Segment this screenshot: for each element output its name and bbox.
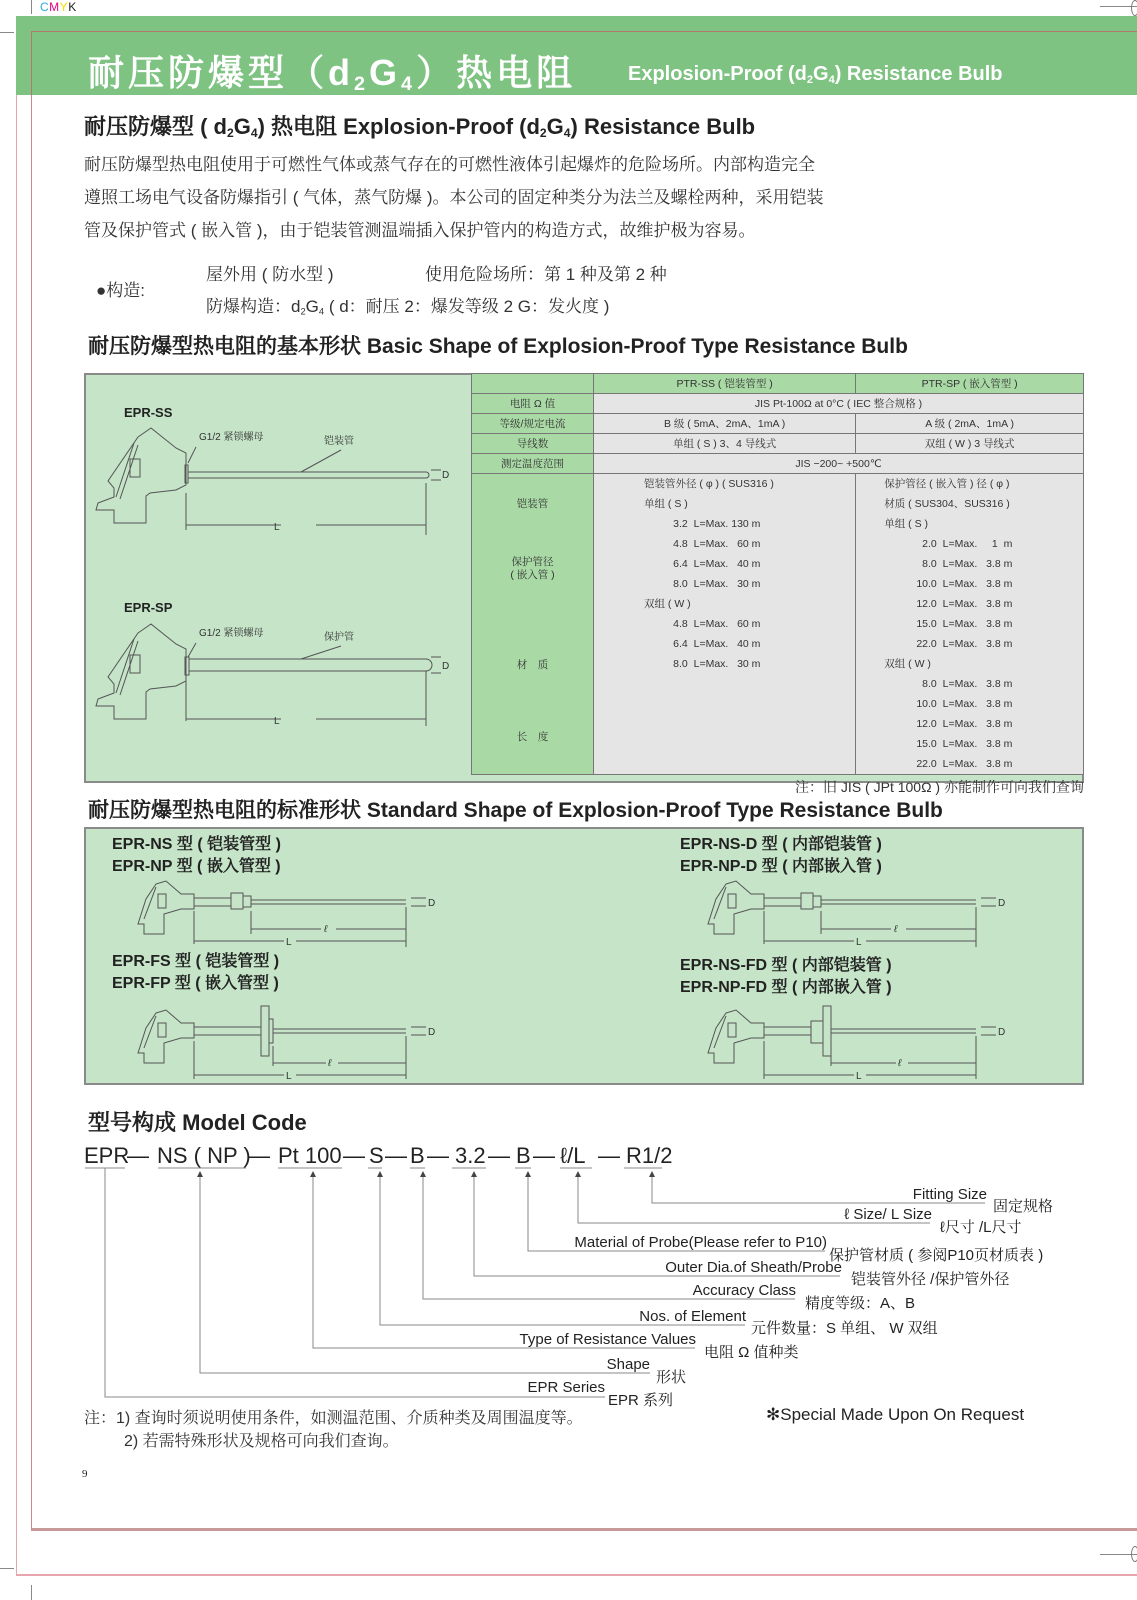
cmyk-c: C xyxy=(40,0,50,14)
paragraph-line: 遵照工场电气设备防爆指引 ( 气体，蒸气防爆 )。本公司的固定种类分为法兰及螺栓两种，采用铠装 xyxy=(84,188,824,207)
probe-drawing-ns xyxy=(126,879,456,949)
shape-label-line: EPR-NP-FD 型 ( 内部嵌入管 ) xyxy=(680,979,892,996)
legend-shape-en: Shape xyxy=(606,1356,650,1373)
side-label: 保护管径 ( 嵌入管 ) xyxy=(510,556,555,581)
code-separator: — xyxy=(343,1143,365,1168)
list-item: 单组 ( S ) xyxy=(644,498,688,510)
list-item: 单组 ( S ) xyxy=(884,518,928,530)
shape-label-fs-fp xyxy=(112,951,279,995)
shape-label-line: EPR-NS 型 ( 铠装管型 ) xyxy=(112,836,281,853)
row-value: JIS −200~ +500℃ xyxy=(594,454,1084,474)
jis-note: 注：旧 JIS ( JPt 100Ω ) 亦能制作可向我们查询 xyxy=(795,779,1084,795)
banner-title-cn: 耐压防爆型$(d_2G_4)$热电阻 xyxy=(88,52,577,95)
row-value-ss: B 级 ( 5mA、2mA、1mA ) xyxy=(594,414,856,434)
special-request-note: ✻Special Made Upon On Request xyxy=(766,1405,1025,1424)
table-header-cell: PTR-SS ( 铠装管型 ) xyxy=(594,374,856,394)
legend-size-cn: ℓ尺寸 /L尺寸 xyxy=(940,1219,1022,1236)
list-item: 8.0 L=Max. 3.8 m xyxy=(884,558,1013,570)
legend-size-en: ℓ Size/ L Size xyxy=(844,1206,932,1223)
diagram-nut-label: G1/2 紧锁螺母 xyxy=(199,628,264,639)
thermo-head-drawing-ss xyxy=(86,375,471,575)
footnote-2: 2) 若需特殊形状及规格可向我们查询。 xyxy=(124,1433,399,1450)
list-item: 双组 ( W ) xyxy=(884,658,931,670)
dim-L: L xyxy=(856,1071,862,1081)
list-item: 材质 ( SUS304、SUS316 ) xyxy=(884,498,1010,510)
legend-series-cn: EPR 系列 xyxy=(608,1392,674,1409)
code-separator: — xyxy=(427,1143,449,1168)
list-item: 10.0 L=Max. 3.8 m xyxy=(884,698,1013,710)
code-segment-material: B xyxy=(516,1143,531,1168)
table-row xyxy=(472,394,1084,414)
shape-label-ns-d xyxy=(680,834,882,878)
diagram-nut-label: G1/2 紧锁螺母 xyxy=(199,432,264,443)
code-separator: — xyxy=(598,1143,620,1168)
ss-dimension-list xyxy=(594,474,856,775)
legend-accuracy-cn: 精度等级：A、B xyxy=(805,1295,916,1312)
intro-paragraph xyxy=(84,148,984,247)
crop-mark xyxy=(0,32,14,33)
shape-label-line: EPR-NP-D 型 ( 内部嵌入管 ) xyxy=(680,858,882,875)
legend-fitting-en: Fitting Size xyxy=(912,1186,987,1203)
row-label: 等级/规定电流 xyxy=(472,414,594,434)
shape-label-line: EPR-FP 型 ( 嵌入管型 ) xyxy=(112,975,279,992)
dim-D: D xyxy=(428,1027,436,1038)
code-segment-outer-dia: 3.2 xyxy=(455,1143,486,1168)
probe-drawing-ns-d xyxy=(696,879,1026,949)
list-item: 6.4 L=Max. 40 m xyxy=(644,558,761,570)
cmyk-y: Y xyxy=(59,0,69,14)
dim-l: ℓ xyxy=(328,1058,332,1069)
code-separator: — xyxy=(248,1143,270,1168)
list-item: 8.0 L=Max. 3.8 m xyxy=(884,678,1013,690)
dim-L: L xyxy=(286,1071,292,1081)
cmyk-print-mark xyxy=(40,0,77,14)
code-segment-fitting: R1/2 xyxy=(626,1143,673,1168)
footnote-1: 注：1) 查询时须说明使用条件，如测温范围、介质种类及周围温度等。 xyxy=(84,1410,583,1427)
shape-label-line: EPR-NS-FD 型 ( 内部铠装管 ) xyxy=(680,957,892,974)
list-item: 15.0 L=Max. 3.8 m xyxy=(884,618,1013,630)
list-item: 4.8 L=Max. 60 m xyxy=(644,538,761,550)
legend-resistance-en: Type of Resistance Values xyxy=(519,1331,696,1348)
dim-D: D xyxy=(998,1027,1006,1038)
thermo-head-drawing-sp xyxy=(86,571,471,771)
code-segment-series: EPR xyxy=(84,1143,130,1168)
diagram-tube-label: 铠装管 xyxy=(324,436,354,447)
page-number: 9 xyxy=(82,1468,88,1480)
row-label: 测定温度范围 xyxy=(472,454,594,474)
table-header-cell: PTR-SP ( 嵌入管型 ) xyxy=(856,374,1084,394)
row-value-sp: 双组 ( W ) 3 导线式 xyxy=(856,434,1084,454)
spec-table xyxy=(471,373,1084,775)
structure-explosion-proof: 防爆构造：$d_2G_4$ ( d：耐压 2：爆发等级 2 G：发火度 ) xyxy=(206,297,610,317)
list-item: 12.0 L=Max. 3.8 m xyxy=(884,718,1013,730)
dim-l: ℓ xyxy=(894,924,898,935)
shape-label-line: EPR-NS-D 型 ( 内部铠装管 ) xyxy=(680,836,882,853)
standard-shape-heading: 耐压防爆型热电阻的标准形状 Standard Shape of Explosion-Proof Type Resistance Bulb xyxy=(88,799,943,822)
legend-series-en: EPR Series xyxy=(527,1379,605,1396)
list-item: 6.4 L=Max. 40 m xyxy=(644,638,761,650)
standard-shape-panel xyxy=(84,827,1084,1085)
code-separator: — xyxy=(127,1143,149,1168)
cmyk-k: K xyxy=(68,0,77,14)
probe-drawing-ns-fd xyxy=(696,1001,1026,1081)
table-header-row xyxy=(472,374,1084,394)
structure-label: ●构造: xyxy=(96,281,145,300)
dim-L: L xyxy=(274,716,280,727)
list-item: 22.0 L=Max. 3.8 m xyxy=(884,638,1013,650)
dim-L: L xyxy=(856,937,862,948)
legend-outer-dia-en: Outer Dia.of Sheath/Probe xyxy=(665,1259,842,1276)
cmyk-m: M xyxy=(49,0,60,14)
diagram-label-epr-ss: EPR-SS xyxy=(124,405,173,420)
code-separator: — xyxy=(385,1143,407,1168)
legend-resistance-cn: 电阻 Ω 值种类 xyxy=(704,1344,799,1361)
code-separator: — xyxy=(533,1143,555,1168)
list-item: 双组 ( W ) xyxy=(644,598,691,610)
code-separator: — xyxy=(488,1143,510,1168)
row-label: 电阻 Ω 值 xyxy=(472,394,594,414)
legend-material-en: Material of Probe(Please refer to P10) xyxy=(574,1234,827,1251)
intro-heading: 耐压防爆型 ( $d_2G_4$) 热电阻 Explosion-Proof $(d_2G_4)$ Resistance Bulb xyxy=(84,114,756,141)
dim-D: D xyxy=(442,470,450,481)
dim-D: D xyxy=(428,898,436,909)
list-item: 8.0 L=Max. 30 m xyxy=(644,578,761,590)
row-value-sp: A 级 ( 2mA、1mA ) xyxy=(856,414,1084,434)
paragraph-line: 耐压防爆型热电阻使用于可燃性气体或蒸气存在的可燃性液体引起爆炸的危险场所。内部构造完全 xyxy=(84,155,815,174)
list-item: 8.0 L=Max. 30 m xyxy=(644,658,761,670)
legend-shape-cn: 形状 xyxy=(656,1369,687,1386)
basic-shape-panel xyxy=(84,373,1084,783)
registration-mark-icon xyxy=(1131,0,1137,16)
crop-mark xyxy=(0,1568,14,1569)
banner-title-en: Explosion-Proof $(d_2G_4)$ Resistance Bulb xyxy=(628,63,1003,86)
legend-accuracy-en: Accuracy Class xyxy=(692,1282,796,1299)
dim-l: ℓ xyxy=(324,924,328,935)
crop-mark xyxy=(31,0,32,14)
code-segment-size: ℓ/L xyxy=(560,1143,586,1168)
diagram-tube-label: 保护管 xyxy=(324,632,354,643)
dim-D: D xyxy=(442,661,450,672)
row-label: 导线数 xyxy=(472,434,594,454)
side-label: 材 质 xyxy=(516,659,549,671)
table-row-dimensions xyxy=(472,474,1084,775)
legend-outer-dia-cn: 铠装管外径 /保护管外径 xyxy=(851,1271,1010,1288)
structure-hazard-area: 使用危险场所：第 1 种及第 2 种 xyxy=(425,265,667,284)
paragraph-line: 管及保护管式 ( 嵌入管 )，由于铠装管测温端插入保护管内的构造方式，故维护极为容易。 xyxy=(84,221,756,240)
table-header-cell xyxy=(472,374,594,394)
dim-L: L xyxy=(274,522,280,533)
diagram-label-epr-sp: EPR-SP xyxy=(124,600,173,615)
legend-fitting-cn: 固定规格 xyxy=(993,1198,1054,1215)
basic-shape-diagrams xyxy=(86,375,471,781)
side-labels xyxy=(472,474,594,775)
code-segment-accuracy: B xyxy=(410,1143,425,1168)
legend-elements-en: Nos. of Element xyxy=(639,1308,746,1325)
side-label: 铠装管 xyxy=(516,498,549,510)
row-value-ss: 单组 ( S ) 3、4 导线式 xyxy=(594,434,856,454)
basic-shape-heading: 耐压防爆型热电阻的基本形状 Basic Shape of Explosion-Proof Type Resistance Bulb xyxy=(88,335,908,358)
list-item: 12.0 L=Max. 3.8 m xyxy=(884,598,1013,610)
shape-label-ns-np xyxy=(112,834,281,878)
table-row xyxy=(472,454,1084,474)
model-code-heading: 型号构成 Model Code xyxy=(88,1110,307,1135)
list-item: 2.0 L=Max. 1 m xyxy=(884,538,1013,550)
legend-material-cn: 保护管材质 ( 参阅P10页材质表 ) xyxy=(829,1247,1044,1264)
dim-D: D xyxy=(998,898,1006,909)
dim-L: L xyxy=(286,937,292,948)
dim-l: ℓ xyxy=(898,1058,902,1069)
sp-dimension-list xyxy=(856,474,1084,775)
probe-drawing-fs xyxy=(126,1001,456,1081)
code-segment-resistance: Pt 100 xyxy=(278,1143,342,1168)
list-item: 4.8 L=Max. 60 m xyxy=(644,618,761,630)
list-item: 10.0 L=Max. 3.8 m xyxy=(884,578,1013,590)
shape-label-line: EPR-FS 型 ( 铠装管型 ) xyxy=(112,953,280,970)
crop-mark xyxy=(31,1585,32,1600)
legend-elements-cn: 元件数量：S 单组、 W 双组 xyxy=(751,1320,938,1337)
table-row xyxy=(472,434,1084,454)
code-segment-shape: NS ( NP ) xyxy=(157,1143,251,1168)
list-item: 铠装管外径 ( φ ) ( SUS316 ) xyxy=(644,478,774,490)
shape-label-ns-fd xyxy=(680,955,892,999)
table-row xyxy=(472,414,1084,434)
code-segment-elements: S xyxy=(369,1143,384,1168)
list-item: 3.2 L=Max. 130 m xyxy=(644,518,761,530)
row-value: JIS Pt-100Ω at 0°C ( IEC 整合规格 ) xyxy=(594,394,1084,414)
shape-label-line: EPR-NP 型 ( 嵌入管型 ) xyxy=(112,858,281,875)
structure-outdoor: 屋外用 ( 防水型 ) xyxy=(206,265,334,284)
list-item: 22.0 L=Max. 3.8 m xyxy=(884,758,1013,770)
side-label: 长 度 xyxy=(516,731,549,743)
list-item: 保护管径 ( 嵌入管 ) 径 ( φ ) xyxy=(884,478,1010,490)
list-item: 15.0 L=Max. 3.8 m xyxy=(884,738,1013,750)
